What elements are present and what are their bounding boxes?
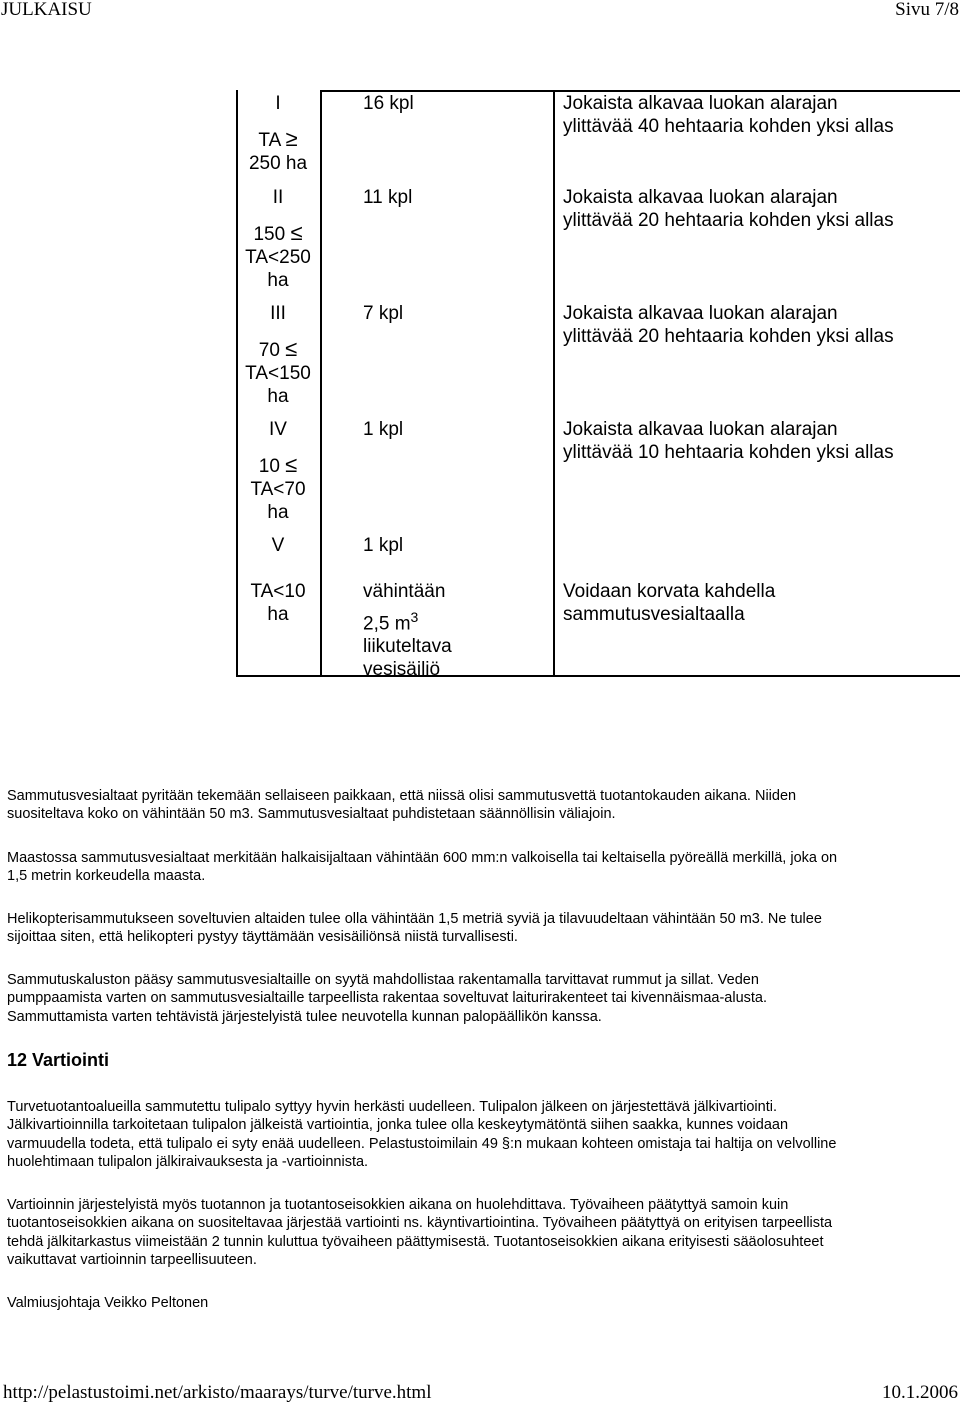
text-line: tuotantoseisokkien aikana on suositeltavaa järjestää vartiointi ns. käyntivartiointina. Työvaiheen päätyttyä on erityisen tarpeellista xyxy=(7,1215,833,1232)
class-range xyxy=(236,337,320,362)
text-line: Sammuttamista varten tehtävistä järjestelyistä tulee neuvotella kunnan palopäällikön kanssa. xyxy=(7,1008,602,1025)
desc-line: Jokaista alkavaa luokan alarajan xyxy=(563,419,838,440)
desc-line: ylittävää 20 hehtaaria kohden yksi allas xyxy=(563,326,894,347)
text-line: Vartioinnin järjestelyistä myös tuotannon ja tuotantoseisokkien aikana on huolehdittava. Työvaiheen päätyttyä samoin kuin xyxy=(7,1197,789,1213)
text-line: Valmiusjohtaja Veikko Peltonen xyxy=(7,1295,209,1311)
desc-line: Jokaista alkavaa luokan alarajan xyxy=(563,93,838,114)
table-divider-1 xyxy=(320,90,322,677)
text-line: suositeltava koko on vähintään 50 m3. Sammutusvesialtaat puhdistetaan säännöllisin väliajoin. xyxy=(7,806,616,823)
desc-line: Jokaista alkavaa luokan alarajan xyxy=(563,187,838,208)
footer-date: 10.1.2006 xyxy=(882,1382,958,1403)
text-line: varmuudella todeta, että tulipalo ei syty enää uudelleen. Pelastustoimilain 49 §:n mukaan kohteen omistaja tai haltija on velvolline xyxy=(7,1135,837,1152)
text-line: Helikopterisammutukseen soveltuvien altaiden tulee olla vähintään 1,5 metriä syviä ja tilavuudeltaan vähintään 50 m3. Ne tulee xyxy=(7,911,822,927)
paragraph-helicopter xyxy=(7,910,960,947)
leq-symbol: ≤ xyxy=(285,336,298,361)
desc-line: ylittävää 40 hehtaaria kohden yksi allas xyxy=(563,116,894,137)
range-max: TA<150 xyxy=(245,363,311,384)
range-unit: ha xyxy=(267,270,289,291)
range-min: 70 xyxy=(258,340,280,361)
text-line: sijoittaa siten, että helikopteri pystyy täyttämään vesisäiliönsä niistä turvallisesti. xyxy=(7,929,518,946)
text-line: Sammutuskaluston pääsy sammutusvesialtaille on syytä mahdollistaa rakentamalla tarvittavat rummut ja sillat. Veden xyxy=(7,972,759,988)
desc-line: sammutusvesialtaalla xyxy=(563,604,745,625)
class-label: I xyxy=(275,93,281,114)
tank-line: liikuteltava xyxy=(363,636,452,658)
leq-symbol: ≤ xyxy=(290,220,303,245)
signature-line xyxy=(7,1294,960,1312)
page-number: Sivu 7/8 xyxy=(895,0,959,20)
range-max: TA<250 xyxy=(245,247,311,268)
range-min: 150 xyxy=(253,224,286,245)
table-divider-2 xyxy=(553,90,555,677)
range-var: TA xyxy=(258,130,281,151)
footer-url: http://pelastustoimi.net/arkisto/maarays/turve/turve.html xyxy=(3,1382,432,1403)
class-label: II xyxy=(272,187,284,208)
paragraph-size xyxy=(7,787,960,824)
class-label: III xyxy=(270,303,286,324)
pool-count: 11 kpl xyxy=(363,187,413,208)
range-unit: ha xyxy=(267,386,289,407)
paragraph-aftercare xyxy=(7,1098,960,1171)
text-line: tehdä jälkitarkastus viimeistään 2 tunnin kuluttua työvaiheen päättymisestä. Tuotantoseisokkien aikana erityisesti sääolosuhteet xyxy=(7,1233,824,1250)
text-line: pumppaamista varten on sammutusvesialtaille tarpeellista rakentaa soveltuvat laiturirakenteet tai kivennäismaa-alusta. xyxy=(7,990,768,1007)
fire-water-pool-table xyxy=(236,90,960,681)
range-min: 10 xyxy=(258,456,280,477)
paragraph-access xyxy=(7,971,960,1026)
text-line: Jälkivartioinnilla tarkoitetaan tulipalon jälkeistä vartiointia, jonka tulee olla keskeytymätöntä siihen saakka, kunnes voidaan xyxy=(7,1117,789,1134)
pool-count: 1 kpl xyxy=(363,535,404,556)
class-cell-I xyxy=(236,92,320,175)
pool-count: 16 kpl xyxy=(363,93,414,114)
tank-line: vähintään xyxy=(363,581,446,602)
range-unit: ha xyxy=(267,502,289,523)
class-cell-IV xyxy=(236,418,320,524)
range-max: TA<70 xyxy=(250,479,306,500)
pool-desc xyxy=(563,302,960,348)
desc-line: Jokaista alkavaa luokan alarajan xyxy=(563,303,838,324)
class-cell-II xyxy=(236,186,320,292)
class-range xyxy=(236,127,320,152)
header-title: JULKAISU xyxy=(1,0,92,20)
text-line: vaikuttavat vartioinnin tarpeellisuuteen. xyxy=(7,1251,257,1268)
range-max: TA<10 xyxy=(250,581,306,602)
desc-line: Voidaan korvata kahdella xyxy=(563,581,776,602)
range-unit: ha xyxy=(267,604,289,625)
leq-symbol: ≤ xyxy=(285,452,298,477)
text-line: huolehtimaan tulipalon jälkiraivauksesta ja -vartioinnista. xyxy=(7,1153,369,1170)
paragraph-marking xyxy=(7,849,960,886)
pool-count-tank xyxy=(363,580,543,681)
tank-volume-exponent: 3 xyxy=(410,609,419,625)
class-cell-III xyxy=(236,302,320,408)
text-line: Turvetuotantoalueilla sammutettu tulipalo syttyy hyvin herkästi uudelleen. Tulipalon jälkeen on järjestettävä jälkivartiointi. xyxy=(7,1099,777,1115)
geq-symbol: ≥ xyxy=(285,126,298,151)
pool-desc xyxy=(563,580,960,626)
desc-line: ylittävää 10 hehtaaria kohden yksi allas xyxy=(563,442,894,463)
tank-volume-value: 2,5 m xyxy=(363,613,411,635)
paragraph-watch xyxy=(7,1196,960,1269)
pool-count: 7 kpl xyxy=(363,303,404,324)
pool-desc xyxy=(563,186,960,232)
range-value: 250 ha xyxy=(248,153,308,174)
class-label: IV xyxy=(269,419,287,440)
class-range xyxy=(236,453,320,478)
pool-count: 1 kpl xyxy=(363,419,404,440)
class-cell-V: V xyxy=(271,535,285,556)
desc-line: ylittävää 20 hehtaaria kohden yksi allas xyxy=(563,210,894,231)
class-cell-small xyxy=(236,580,320,626)
tank-volume xyxy=(363,606,543,635)
text-line: 1,5 metrin korkeudella maasta. xyxy=(7,868,206,885)
text-line: Maastossa sammutusvesialtaat merkitään halkaisijaltaan vähintään 600 mm:n valkoisella tai keltaisella pyöreällä merkillä, joka on xyxy=(7,850,838,866)
pool-desc xyxy=(563,418,960,464)
section-heading: 12 Vartiointi xyxy=(7,1050,110,1070)
tank-line: vesisäiliö xyxy=(363,659,441,681)
pool-desc xyxy=(563,92,960,138)
table-border-bottom xyxy=(236,675,960,677)
text-line: Sammutusvesialtaat pyritään tekemään sellaiseen paikkaan, että niissä olisi sammutusvettä tuotantokauden aikana. Niiden xyxy=(7,788,797,804)
class-range xyxy=(236,221,320,246)
